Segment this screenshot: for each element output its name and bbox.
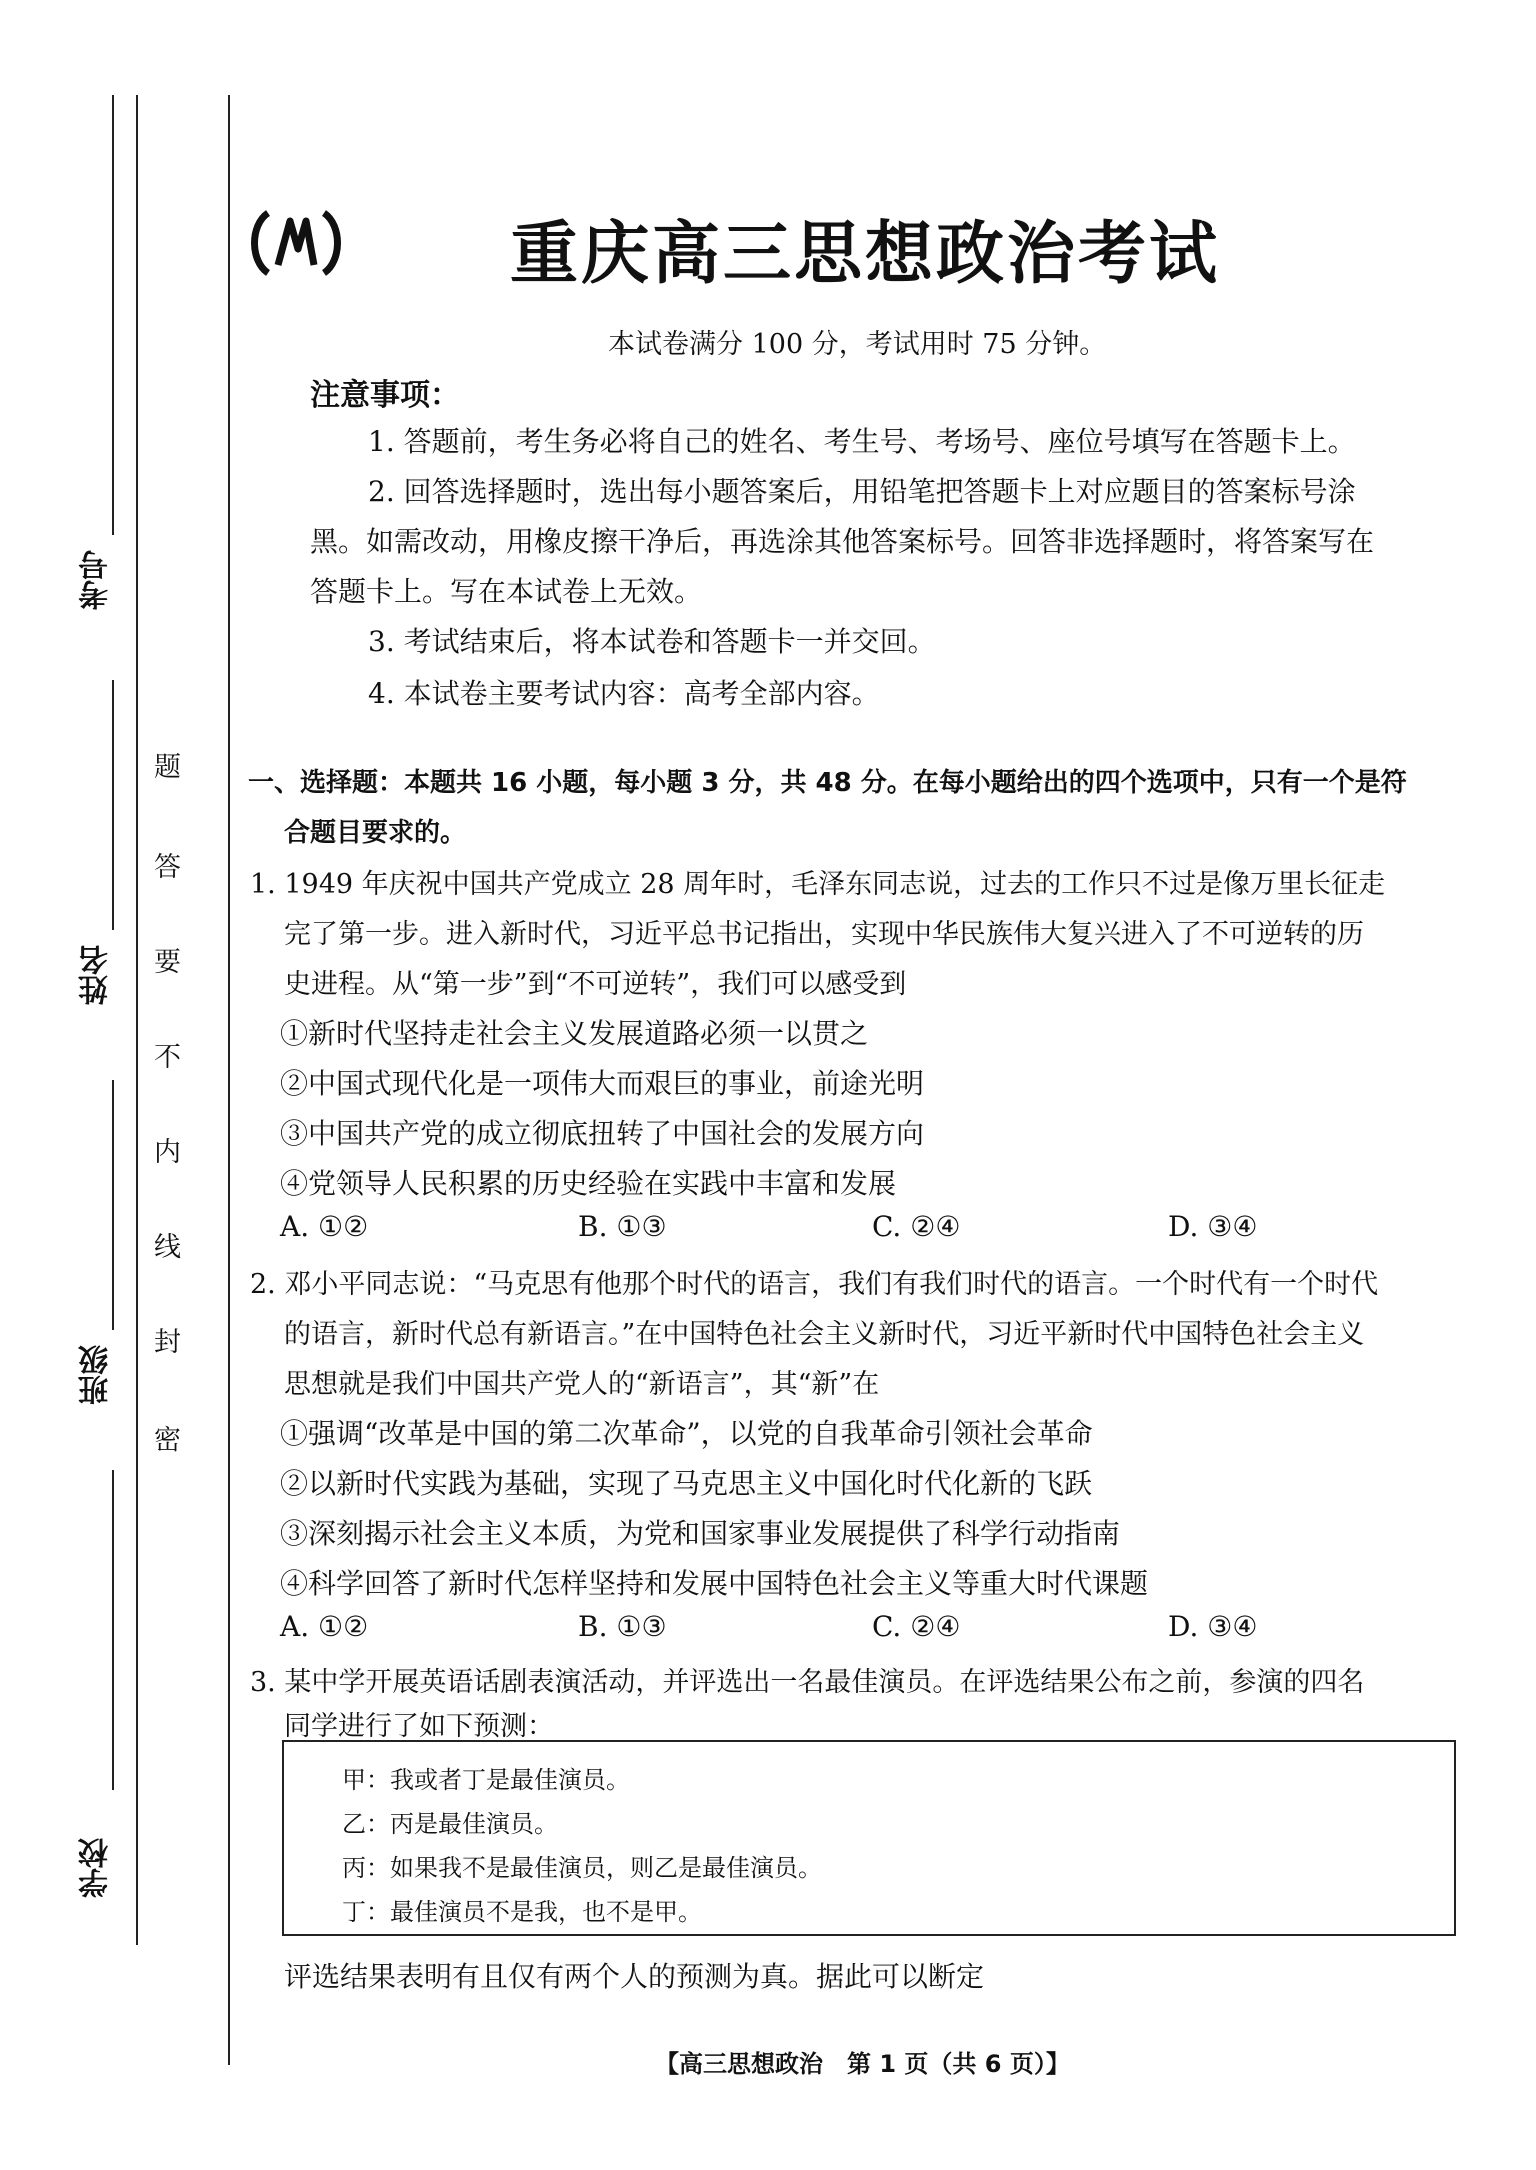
school-blank [112,1470,114,1790]
section-heading-cont: 合题目要求的。 [284,818,467,848]
margin-line-outer [136,95,138,1945]
statement: ③深刻揭示社会主义本质，为党和国家事业发展提供了科学行动指南 [280,1517,1121,1550]
question-stem: 完了第一步。进入新时代，习近平总书记指出，实现中华民族伟大复兴进入了不可逆转的历 [284,919,1364,950]
question-conclusion: 评选结果表明有且仅有两个人的预测为真。据此可以断定 [284,1960,985,1993]
notice-heading: 注意事项： [310,378,460,413]
statement: ②以新时代实践为基础，实现了马克思主义中国化时代化新的飞跃 [280,1467,1093,1500]
seal-char: 封 [154,1327,181,1358]
statement: ①强调“改革是中国的第二次革命”，以党的自我革命引领社会革命 [280,1417,1093,1450]
question-stem: 2. 邓小平同志说：“马克思有他那个时代的语言，我们有我们时代的语言。一个时代有一个时代 [250,1269,1379,1300]
option-a: A. ①② [280,1210,369,1243]
option-c: C. ②④ [872,1610,961,1643]
publisher-logo-icon [248,205,344,281]
notice-item: 4. 本试卷主要考试内容：高考全部内容。 [368,677,880,710]
page-footer: 【高三思想政治 第 1 页（共 6 页）】 [655,2050,1070,2078]
name-label: 姓名 [79,945,114,1005]
prediction-line: 丙：如果我不是最佳演员，则乙是最佳演员。 [342,1854,822,1882]
prediction-box [282,1740,1456,1936]
class-blank [112,1080,114,1330]
option-d: D. ③④ [1168,1210,1258,1243]
page-title: 重庆高三思想政治考试 [510,214,1221,294]
seal-char: 不 [154,1042,181,1073]
seal-char: 内 [154,1137,181,1168]
class-label: 班级 [79,1345,114,1405]
statement: ②中国式现代化是一项伟大而艰巨的事业，前途光明 [280,1067,925,1100]
statement: ④科学回答了新时代怎样坚持和发展中国特色社会主义等重大时代课题 [280,1567,1149,1600]
question-stem: 的语言，新时代总有新语言。”在中国特色社会主义新时代，习近平新时代中国特色社会主义 [284,1319,1365,1350]
question-stem: 同学进行了如下预测： [284,1711,554,1742]
option-b: B. ①③ [578,1210,667,1243]
seal-char: 题 [154,752,181,783]
prediction-line: 甲：我或者丁是最佳演员。 [342,1766,630,1794]
exam-number-blank [112,95,114,535]
option-a: A. ①② [280,1610,369,1643]
question-stem: 史进程。从“第一步”到“不可逆转”，我们可以感受到 [284,969,907,1000]
notice-item: 2. 回答选择题时，选出每小题答案后，用铅笔把答题卡上对应题目的答案标号涂 [368,475,1356,508]
option-d: D. ③④ [1168,1610,1258,1643]
margin-line-inner [228,95,230,2065]
statement: ①新时代坚持走社会主义发展道路必须一以贯之 [280,1017,869,1050]
question-stem: 思想就是我们中国共产党人的“新语言”，其“新”在 [284,1369,880,1400]
statement: ④党领导人民积累的历史经验在实践中丰富和发展 [280,1167,897,1200]
notice-item: 黑。如需改动，用橡皮擦干净后，再选涂其他答案标号。回答非选择题时，将答案写在 [310,525,1375,558]
option-c: C. ②④ [872,1210,961,1243]
seal-char: 要 [154,947,181,978]
seal-char: 密 [154,1425,181,1456]
exam-subtitle: 本试卷满分 100 分，考试用时 75 分钟。 [608,329,1107,360]
statement: ③中国共产党的成立彻底扭转了中国社会的发展方向 [280,1117,925,1150]
exam-number-label: 考号 [79,550,114,610]
school-label: 学校 [79,1838,114,1898]
prediction-line: 丁：最佳演员不是我，也不是甲。 [342,1898,702,1926]
notice-item: 3. 考试结束后，将本试卷和答题卡一并交回。 [368,625,936,658]
name-blank [112,680,114,930]
seal-char: 线 [154,1232,181,1263]
prediction-line: 乙：丙是最佳演员。 [342,1810,558,1838]
option-b: B. ①③ [578,1610,667,1643]
seal-char: 答 [154,852,181,883]
question-stem: 3. 某中学开展英语话剧表演活动，并评选出一名最佳演员。在评选结果公布之前，参演的四名 [250,1667,1365,1698]
section-heading: 一、选择题：本题共 16 小题，每小题 3 分，共 48 分。在每小题给出的四个选项中，只有一个是符 [248,768,1407,798]
notice-item: 答题卡上。写在本试卷上无效。 [310,575,703,608]
notice-item: 1. 答题前，考生务必将自己的姓名、考生号、考场号、座位号填写在答题卡上。 [368,425,1356,458]
question-stem: 1. 1949 年庆祝中国共产党成立 28 周年时，毛泽东同志说，过去的工作只不过是像万里长征走 [250,869,1386,900]
